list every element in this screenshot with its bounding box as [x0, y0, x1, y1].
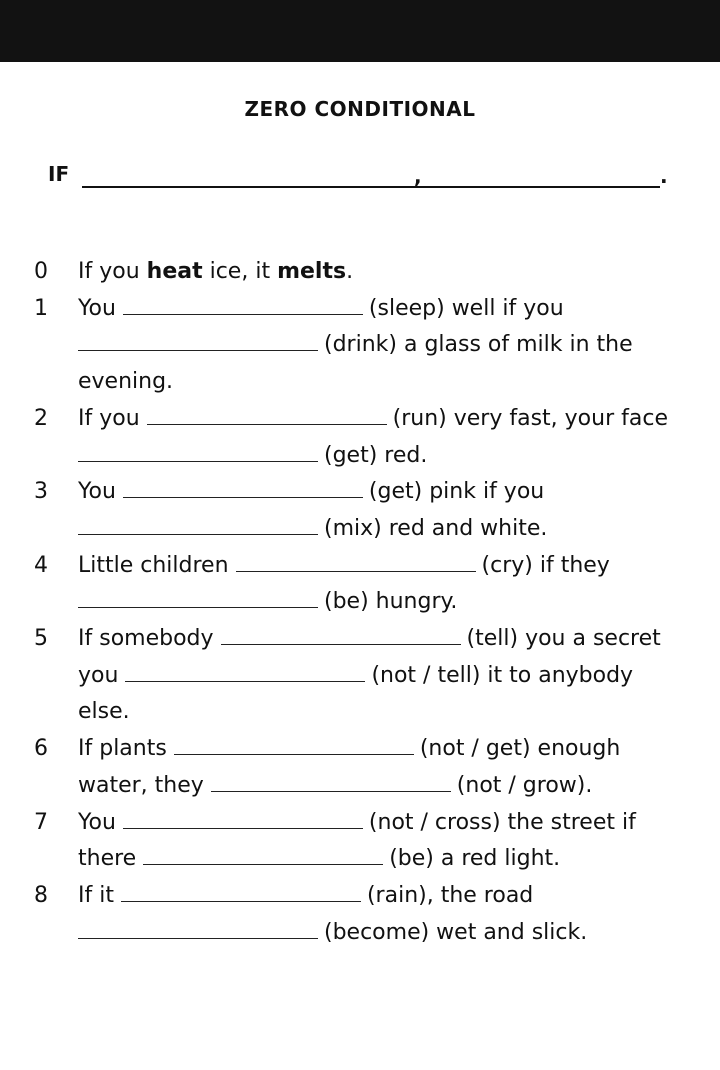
item-text: If it: [78, 882, 114, 908]
answer-blank[interactable]: [78, 937, 318, 939]
exercise-item: [0, 474, 720, 547]
answer-blank[interactable]: [174, 753, 414, 755]
example-text: If you: [78, 259, 147, 284]
answer-blank[interactable]: [78, 460, 318, 462]
exercise-item: [0, 401, 720, 474]
item-text: (run) very fast, your face: [392, 405, 668, 431]
item-text: (not / tell) it to anybody else.: [78, 662, 634, 725]
item-text: You: [78, 809, 116, 835]
item-text: (sleep) well if you: [368, 295, 564, 321]
answer-blank[interactable]: [123, 827, 363, 829]
item-number: 0: [34, 259, 48, 284]
item-text: If somebody: [78, 626, 214, 652]
answer-blank[interactable]: [147, 423, 387, 425]
item-text: (not / get) enough water, they: [78, 736, 621, 798]
item-number: 5: [34, 626, 48, 652]
item-text: (not / grow).: [456, 772, 593, 798]
page-title: ZERO CONDITIONAL: [244, 97, 476, 121]
item-text: (cry) if they: [481, 552, 610, 578]
formula-blank-2: [384, 186, 660, 188]
formula-period: .: [660, 164, 668, 188]
answer-blank[interactable]: [123, 496, 363, 498]
item-text: (mix) red and white.: [324, 515, 548, 541]
item-text: (get) red.: [324, 442, 428, 468]
answer-blank[interactable]: [143, 863, 383, 865]
item-text: (not / cross) the street if there: [78, 809, 636, 872]
item-text: You: [78, 295, 116, 321]
example-bold: melts: [277, 259, 347, 284]
item-number: 1: [34, 295, 48, 321]
example-text: .: [346, 259, 354, 284]
formula: [48, 162, 688, 192]
item-text: (drink) a glass of milk in the evening.: [78, 332, 633, 395]
exercise-item: [0, 731, 720, 804]
item-text: (become) wet and slick.: [324, 919, 588, 945]
answer-blank[interactable]: [123, 313, 363, 315]
formula-comma: ,: [414, 164, 422, 188]
item-text: If plants: [78, 736, 167, 762]
item-number: 6: [34, 736, 48, 762]
answer-blank[interactable]: [125, 680, 365, 682]
item-text: If you: [78, 405, 140, 431]
formula-if-label: IF: [48, 162, 70, 186]
exercise-list: [0, 254, 720, 951]
formula-blank-1: [82, 186, 408, 188]
item-text: You: [78, 479, 116, 505]
answer-blank[interactable]: [236, 570, 476, 572]
exercise-item: [0, 878, 720, 951]
item-number: 8: [34, 882, 48, 908]
item-text: (tell) you a secret you: [78, 626, 661, 688]
exercise-item: [0, 805, 720, 878]
answer-blank[interactable]: [78, 349, 318, 351]
answer-blank[interactable]: [78, 606, 318, 608]
item-number: 4: [34, 552, 48, 578]
top-bar: [0, 0, 720, 62]
example-bold: heat: [146, 259, 203, 284]
answer-blank[interactable]: [78, 533, 318, 535]
item-text: (get) pink if you: [368, 479, 545, 505]
item-text: Little children: [78, 552, 229, 578]
item-number: 7: [34, 809, 48, 835]
item-text: (be) hungry.: [324, 589, 458, 615]
example-text: ice, it: [202, 259, 278, 284]
item-text: (be) a red light.: [389, 846, 561, 872]
item-text: (rain), the road: [366, 882, 534, 908]
answer-blank[interactable]: [211, 790, 451, 792]
exercise-item: [0, 291, 720, 401]
answer-blank[interactable]: [121, 900, 361, 902]
exercise-item: [0, 548, 720, 621]
answer-blank[interactable]: [221, 643, 461, 645]
exercise-item: [0, 621, 720, 731]
item-number: 2: [34, 405, 48, 431]
example-item: [0, 254, 720, 291]
item-number: 3: [34, 479, 48, 505]
